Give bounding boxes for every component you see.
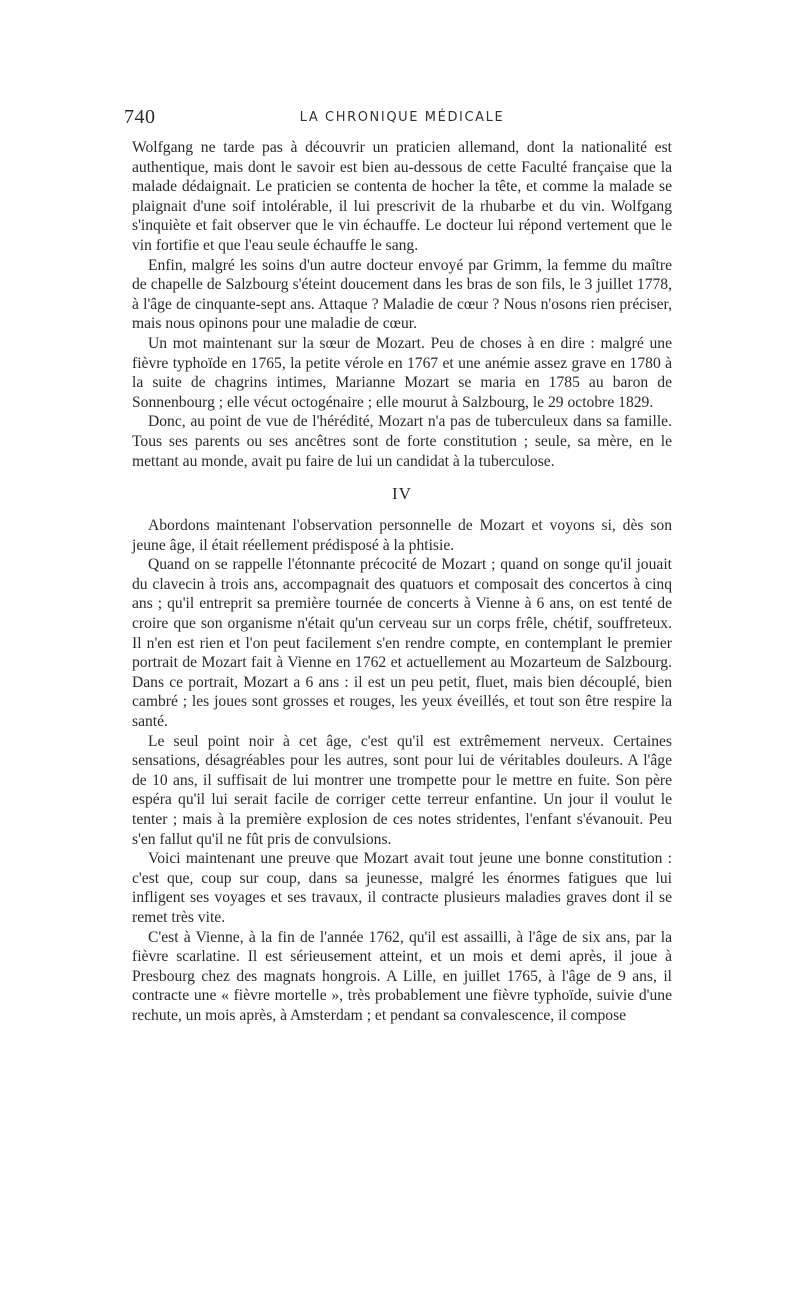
paragraph: Abordons maintenant l'observation personnelle de Mozart et voyons si, dès son jeune âge, il était réellement prédisposé à la phtisie. xyxy=(132,517,672,554)
paragraph: Un mot maintenant sur la sœur de Mozart. Peu de choses à en dire : malgré une fièvre typhoïde en 1765, la petite vérole en 1767 et une anémie assez grave en 1780 à la suite de chagrins intimes, Marianne Mozart se maria en 1785 au baron de Sonnenbourg ; elle vécut octogénaire ; elle mourut à Salzbourg, le 29 octobre 1829. xyxy=(132,334,672,411)
paragraph: Quand on se rappelle l'étonnante précocité de Mozart ; quand on songe qu'il jouait du clavecin à trois ans, accompagnait des quatuors et composait des concertos à cinq ans ; qu'il entreprit sa première tournée de concerts à Vienne à 6 ans, on est tenté de croire que son organisme n'était qu'un cerveau sur un corps frêle, chétif, souffreteux. Il n'en est rien et l'on peut facilement s'en rendre compte, en contemplant le premier portrait de Mozart fait à Vienne en 1762 et actuellement au Mozarteum de Salzbourg. Dans ce portrait, Mozart a 6 ans : il est un peu petit, fluet, mais bien découplé, bien cambré ; les joues sont grosses et rouges, les yeux éveillés, et tout son être respire la santé. xyxy=(132,556,672,731)
paragraph: Le seul point noir à cet âge, c'est qu'il est extrêmement nerveux. Certaines sensations, désagréables pour les autres, sont pour lui de véritables douleurs. A l'âge de 10 ans, il suffisait de lui montrer une trompette pour le mettre en fuite. Son père espéra qu'il lui serait facile de corriger cette terreur enfantine. Un jour il voulut le tenter ; mais à la première explosion de ces notes stridentes, l'enfant s'évanouit. Peu s'en fallut qu'il ne fût pris de convulsions. xyxy=(132,732,672,848)
paragraph: Voici maintenant une preuve que Mozart avait tout jeune une bonne constitution : c'est que, coup sur coup, dans sa jeunesse, malgré les énormes fatigues que lui infligent ses voyages et ses travaux, il contracte plusieurs maladies graves dont il se remet très vite. xyxy=(132,850,672,926)
book-page xyxy=(124,106,672,1026)
section-heading: IV xyxy=(392,484,412,504)
paragraph: Donc, au point de vue de l'hérédité, Mozart n'a pas de tuberculeux dans sa famille. Tous ses parents ou ses ancêtres sont de forte constitution ; seule, sa mère, en le mettant au monde, avait pu faire de lui un candidat à la tuberculose. xyxy=(132,413,672,470)
page-number: 740 xyxy=(124,106,156,128)
paragraph: Enfin, malgré les soins d'un autre docteur envoyé par Grimm, la femme du maître de chapelle de Salzbourg s'éteint doucement dans les bras de son fils, le 3 juillet 1778, à l'âge de cinquante-sept ans. Attaque ? Maladie de cœur ? Nous n'osons rien préciser, mais nous opinons pour une maladie de cœur. xyxy=(132,256,672,333)
body-text xyxy=(132,138,672,1026)
running-head xyxy=(124,106,672,138)
paragraph: C'est à Vienne, à la fin de l'année 1762, qu'il est assailli, à l'âge de six ans, par la fièvre scarlatine. Il est sérieusement atteint, et un mois et demi après, il joue à Presbourg chez des magnats hongrois. A Lille, en juillet 1765, à l'âge de 9 ans, il contracte une « fièvre mortelle », très probablement une fièvre typhoïde, suivie d'une rechute, un mois après, à Amsterdam ; et pendant sa convalescence, il compose xyxy=(132,928,672,1024)
paragraph: Wolfgang ne tarde pas à découvrir un praticien allemand, dont la nationalité est authentique, mais dont le savoir est bien au-dessous de cette Faculté française que la malade dédaignait. Le praticien se contenta de hocher la tête, et comme la malade se plaignait d'une soif intolérable, il lui prescrivit de la rhubarbe et du vin. Wolfgang s'inquiète et fait observer que le vin échauffe. Le docteur lui répond vertement que le vin fortifie et que l'eau seule échauffe le sang. xyxy=(132,139,672,254)
journal-title: LA CHRONIQUE MÉDICALE xyxy=(299,110,505,125)
